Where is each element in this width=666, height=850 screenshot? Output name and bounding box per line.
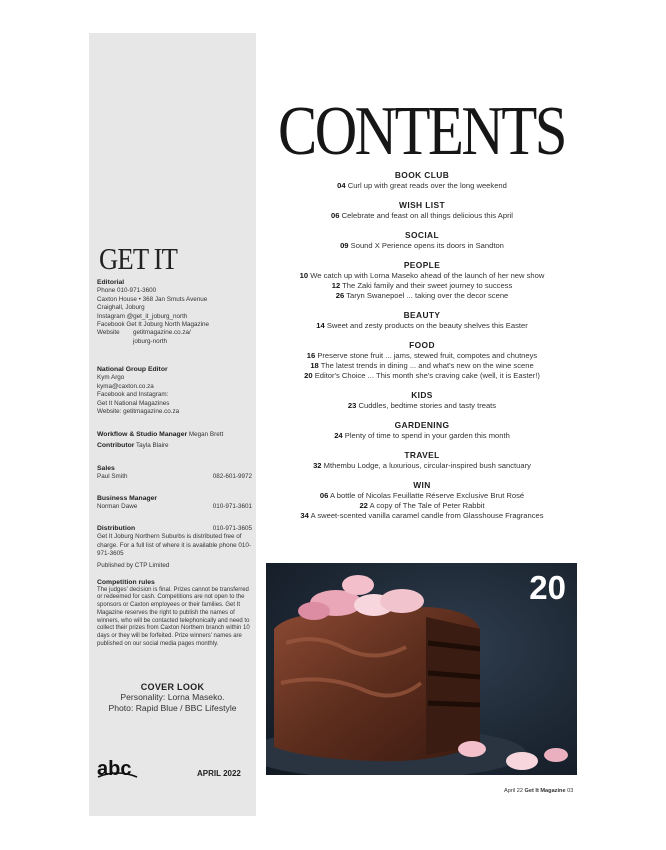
abc-logo-icon — [95, 747, 139, 791]
competition-block — [97, 579, 252, 648]
entry-text: The Zaki family and their sweet journey to success — [342, 281, 513, 290]
entry-page-number: 32 — [313, 461, 322, 470]
entry-text: Sound X Perience opens its doors in Sandton — [350, 241, 504, 250]
group-editor-line: Website: getitmagazine.co.za — [97, 408, 180, 416]
photo-page-number: 20 — [529, 569, 566, 606]
contents-entry[interactable] — [266, 431, 578, 441]
section-heading: GARDENING — [394, 420, 450, 430]
editorial-heading: Editorial — [97, 279, 125, 286]
contents-section — [266, 170, 578, 191]
brand-logo: GET IT — [99, 241, 178, 276]
website-label: Website — [97, 329, 120, 337]
editorial-block — [97, 279, 252, 346]
website-link[interactable]: getitmagazine.co.za/ — [133, 329, 191, 337]
workflow-block — [97, 431, 252, 451]
distribution-phone: 010-971-3605 — [212, 525, 252, 532]
business-phone: 010-971-3601 — [212, 503, 252, 511]
contents-entry[interactable] — [266, 181, 578, 191]
footer-date: April 22 — [504, 788, 523, 794]
entry-page-number: 12 — [331, 281, 341, 290]
cover-look-title: COVER LOOK — [140, 682, 205, 692]
contents-entry[interactable] — [266, 461, 578, 471]
entry-page-number: 06 — [319, 491, 329, 500]
contents-section — [266, 310, 578, 331]
footer-magazine: Get It Magazine — [524, 788, 566, 794]
section-heading: TRAVEL — [404, 450, 440, 460]
contents-section — [266, 420, 578, 441]
section-heading: BOOK CLUB — [394, 170, 450, 180]
contents-entry[interactable] — [266, 501, 578, 511]
contents-entry[interactable] — [266, 361, 578, 371]
group-editor-line: Kym Argo — [97, 374, 125, 382]
group-editor-line: Get It National Magazines — [97, 399, 170, 407]
contents-section — [266, 340, 578, 381]
sales-block — [97, 465, 252, 482]
editorial-line: Phone 010-971-3600 — [97, 287, 157, 295]
contents-section — [266, 230, 578, 251]
workflow-label: Workflow & Studio Manager — [97, 431, 188, 438]
contents-entry[interactable] — [266, 491, 578, 501]
cover-look-block — [89, 682, 256, 714]
entry-text: Curl up with great reads over the long weekend — [347, 181, 507, 190]
section-heading: KIDS — [411, 390, 433, 400]
section-heading: BEAUTY — [403, 310, 441, 320]
chocolate-cake-image — [266, 563, 577, 775]
sales-heading: Sales — [97, 465, 115, 472]
group-editor-line: Facebook and Instagram: — [97, 391, 169, 399]
entry-text: Sweet and zesty products on the beauty shelves this Easter — [326, 321, 528, 330]
entry-text: Taryn Swanepoel ... taking over the decor scene — [346, 291, 509, 300]
masthead-sidebar — [89, 33, 256, 816]
page-footer — [504, 788, 573, 794]
contents-entry[interactable] — [266, 271, 578, 281]
contents-title: CONTENTS — [278, 93, 565, 170]
cake-photo — [266, 563, 577, 775]
section-heading: FOOD — [409, 340, 435, 350]
contents-entry[interactable] — [266, 281, 578, 291]
section-heading: PEOPLE — [403, 260, 441, 270]
editorial-line: Facebook Get It Joburg North Magazine — [97, 321, 210, 329]
business-heading: Business Manager — [97, 495, 158, 502]
contributor-name: Tayla Blaire — [136, 442, 169, 450]
entry-text: A bottle of Nicolas Feuillatte Réserve Exclusive Brut Rosé — [330, 491, 525, 500]
contents-entry[interactable] — [266, 351, 578, 361]
entry-page-number: 14 — [316, 321, 325, 330]
cover-look-line: Photo: Rapid Blue / BBC Lifestyle — [108, 703, 237, 713]
contents-entry[interactable] — [266, 371, 578, 381]
contents-entry[interactable] — [266, 321, 578, 331]
editorial-line: Craighall, Joburg — [97, 304, 145, 312]
entry-page-number: 10 — [299, 271, 309, 280]
entry-page-number: 18 — [310, 361, 319, 370]
contents-section — [266, 480, 578, 521]
website-link-cont[interactable]: joburg-north — [133, 337, 167, 345]
entry-text: A copy of The Tale of Peter Rabbit — [369, 501, 485, 510]
contents-list — [266, 170, 578, 530]
section-heading: SOCIAL — [404, 230, 440, 240]
contents-section — [266, 390, 578, 411]
entry-page-number: 24 — [334, 431, 343, 440]
distribution-block — [97, 525, 252, 570]
workflow-name: Megan Brett — [188, 431, 224, 438]
contents-entry[interactable] — [266, 511, 578, 521]
entry-page-number: 23 — [347, 401, 357, 410]
cover-look-line: Personality: Lorna Maseko. — [120, 692, 225, 702]
entry-page-number: 06 — [331, 211, 340, 220]
entry-text: Plenty of time to spend in your garden this month — [344, 431, 510, 440]
abc-logo-text: abc — [97, 758, 132, 780]
contributor-label: Contributor — [97, 442, 135, 450]
entry-page-number: 04 — [337, 181, 346, 190]
contents-entry[interactable] — [266, 401, 578, 411]
entry-page-number: 20 — [304, 371, 313, 380]
group-editor-block — [97, 366, 252, 416]
entry-page-number: 22 — [359, 501, 368, 510]
sales-name: Paul Smith — [97, 473, 128, 481]
group-editor-email[interactable]: kyma@caxton.co.za — [97, 382, 154, 390]
footer-page-number: 03 — [567, 788, 574, 794]
entry-text: We catch up with Lorna Maseko ahead of the launch of her new show — [310, 271, 545, 280]
issue-date: APRIL 2022 — [197, 769, 241, 778]
contents-entry[interactable] — [266, 211, 578, 221]
entry-text: Editor's Choice ... This month she's craving cake (well, it is Easter!) — [314, 371, 540, 380]
entry-text: The latest trends in dining ... and what's new on the wine scene — [320, 361, 534, 370]
competition-heading: Competition rules — [97, 579, 155, 586]
entry-page-number: 16 — [306, 351, 316, 360]
business-name: Norman Dawe — [97, 503, 138, 511]
business-block — [97, 495, 252, 512]
entry-text: Cuddles, bedtime stories and tasty treats — [358, 401, 497, 410]
distribution-text: Get It Joburg Northern Suburbs is distributed free of charge. For a full list of where it is available phone 010-971-3605 — [97, 533, 252, 558]
contents-entry[interactable] — [266, 291, 578, 301]
sales-phone: 082-601-9972 — [212, 473, 252, 481]
entry-page-number: 26 — [335, 291, 345, 300]
section-heading: WISH LIST — [399, 200, 445, 210]
contents-section — [266, 450, 578, 471]
editorial-line: Caxton House • 368 Jan Smuts Avenue — [97, 295, 208, 303]
distribution-heading: Distribution — [97, 525, 136, 532]
editorial-line: Instagram @get_it_joburg_north — [97, 312, 188, 320]
contents-section — [266, 200, 578, 221]
entry-text: Mthembu Lodge, a luxurious, circular-inspired bush sanctuary — [323, 461, 531, 470]
entry-text: Preserve stone fruit ... jams, stewed fruit, compotes and chutneys — [317, 351, 538, 360]
entry-page-number: 09 — [340, 241, 349, 250]
section-heading: WIN — [413, 480, 431, 490]
contents-section — [266, 260, 578, 301]
contents-entry[interactable] — [266, 241, 578, 251]
entry-page-number: 34 — [300, 511, 309, 520]
entry-text: A sweet-scented vanilla caramel candle from Glasshouse Fragrances — [310, 511, 544, 520]
group-editor-heading: National Group Editor — [97, 366, 168, 373]
publisher-line: Published by CTP Limited — [97, 561, 170, 569]
entry-text: Celebrate and feast on all things delicious this April — [341, 211, 513, 220]
competition-text: The judges' decision is final. Prizes cannot be transferred or redeemed for cash. Competitions are not open to the sponsors or Caxton employees or their families. Get It Magazine reserves the right to publish the names of winners, who will be contacted telephonically and need to collect their prizes from Caxton Northern branch within 10 days or they will be forfeited. Prize winners' names are published on our social media pages monthly. — [97, 586, 250, 647]
